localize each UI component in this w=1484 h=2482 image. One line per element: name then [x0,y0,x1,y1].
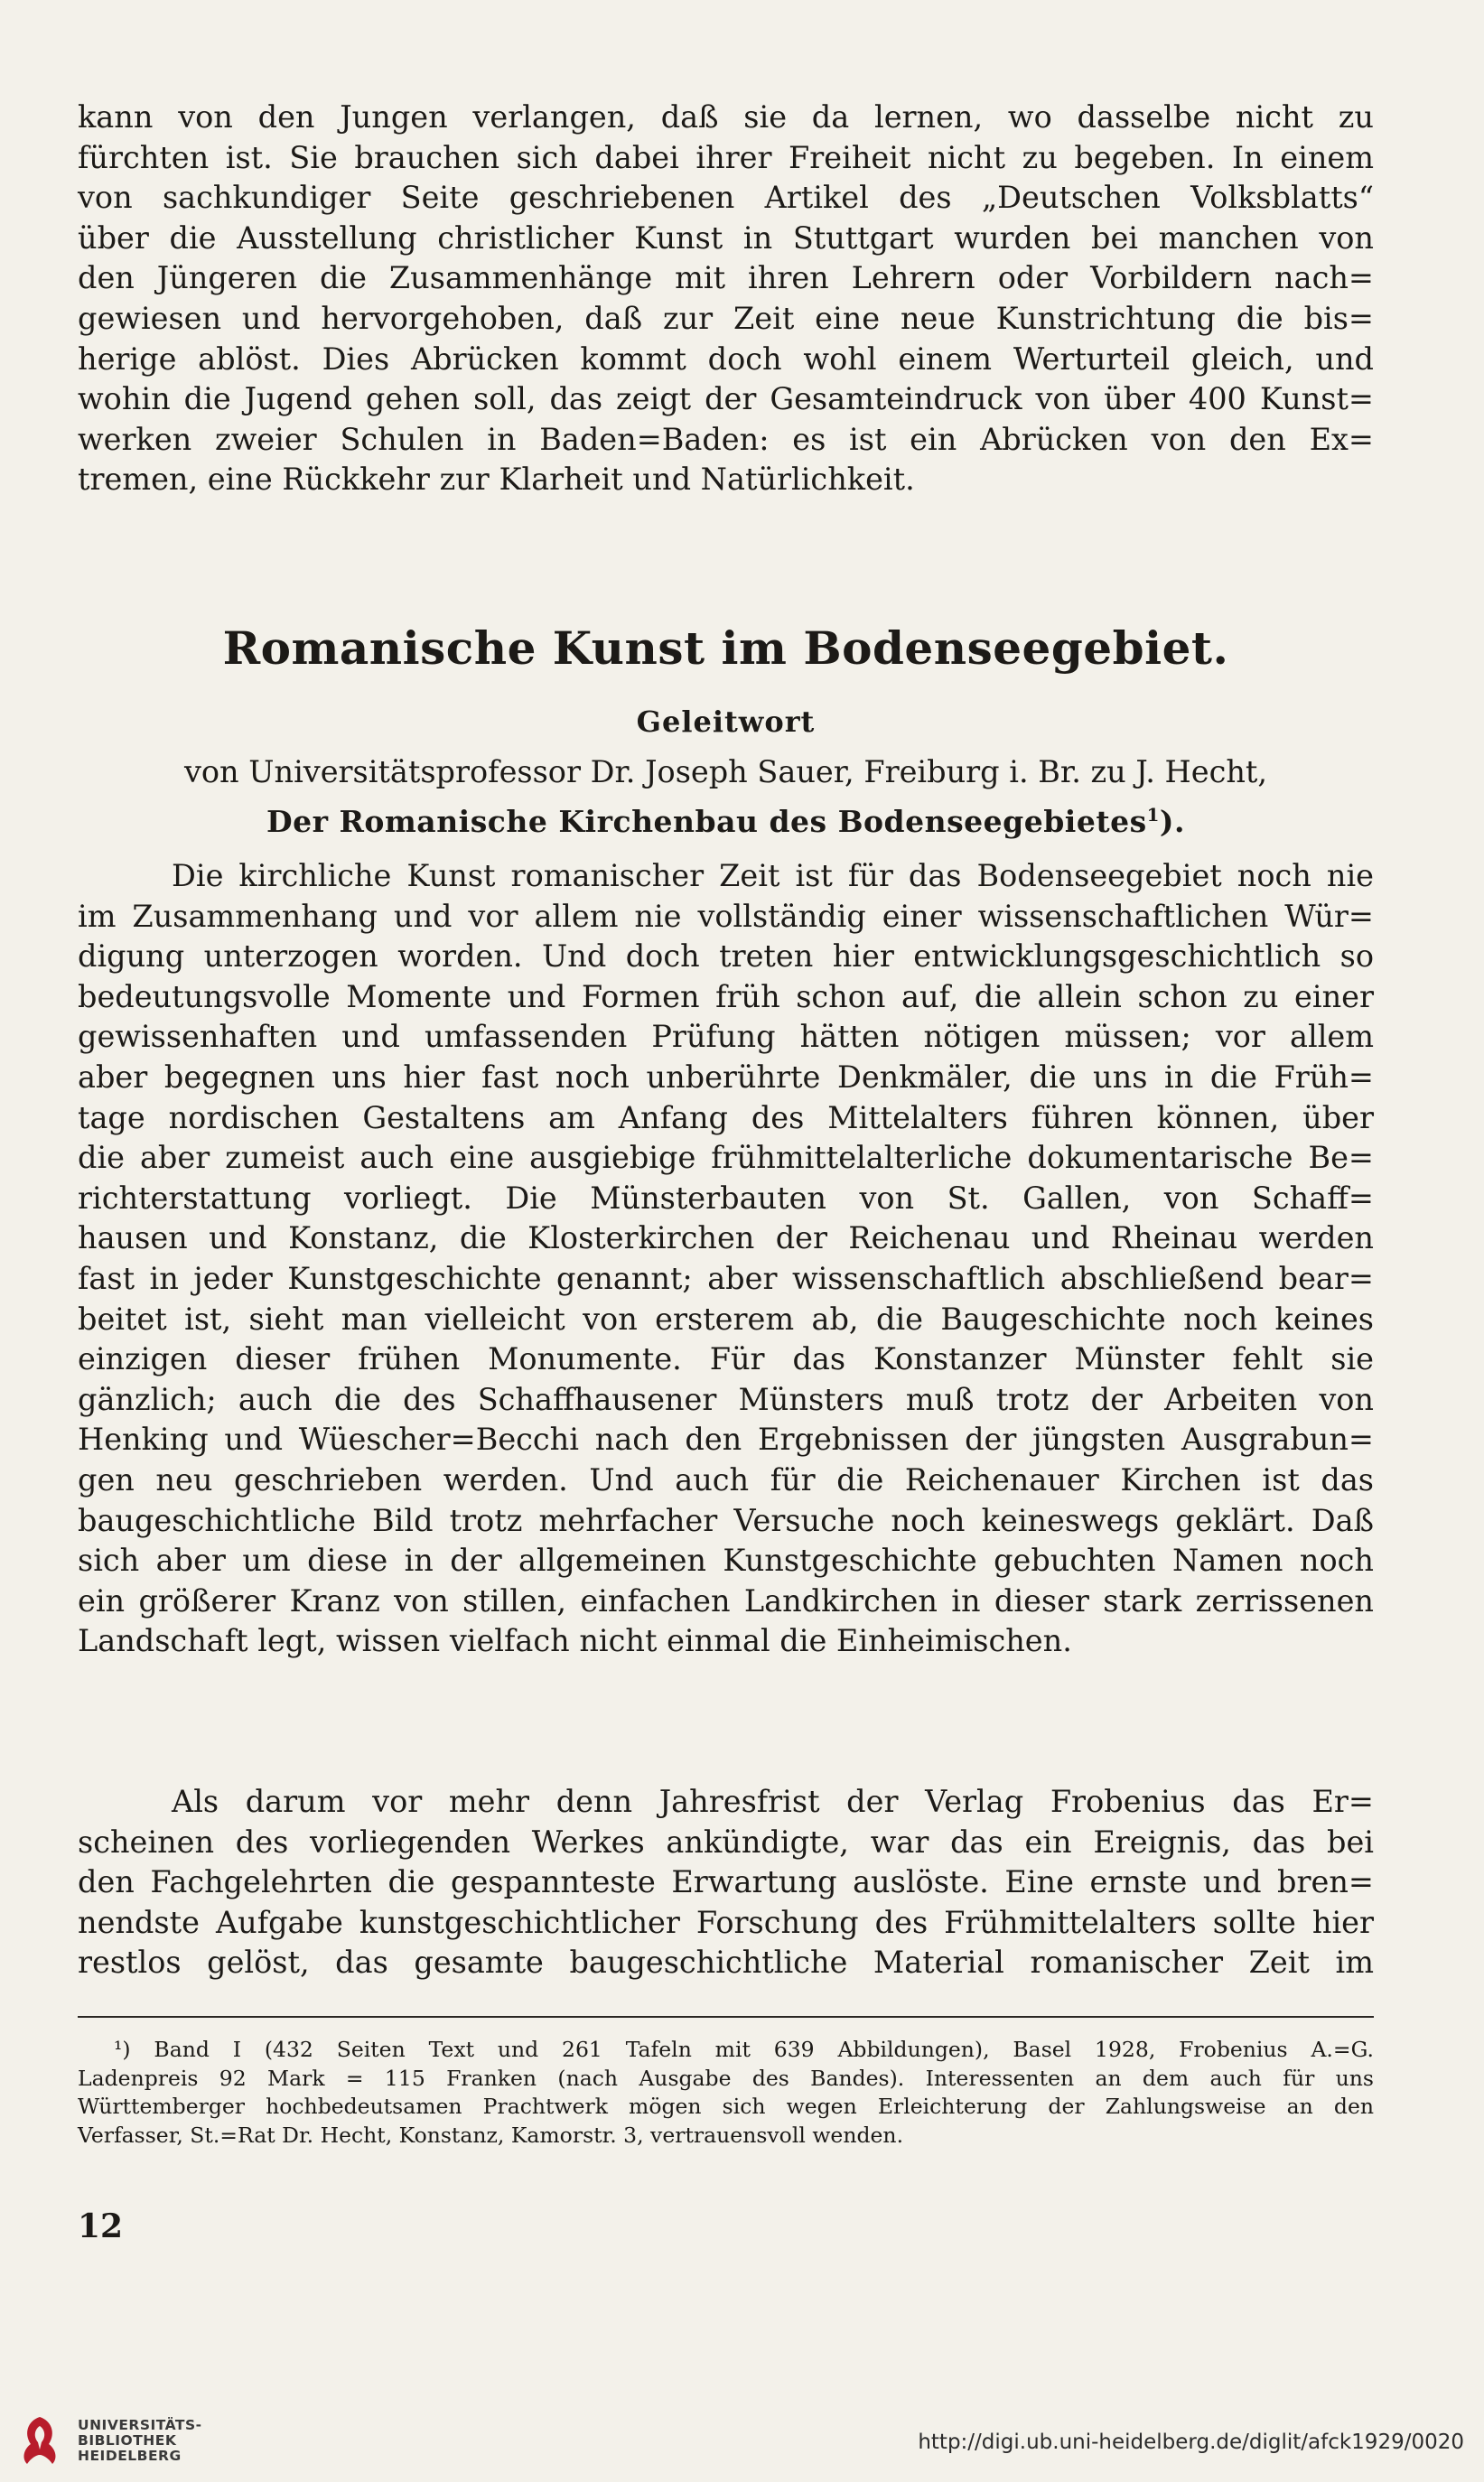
text-line: gen neu geschrieben werden. Und auch für die Reichenauer Kirchen ist das [78,1461,1374,1498]
text-line: über die Ausstellung christlicher Kunst in Stuttgart wurden bei manchen von [78,219,1374,256]
library-name [78,2418,202,2464]
text-line: die aber zumeist auch eine ausgiebige frühmittelalterliche dokumentarische Be= [78,1140,1374,1176]
page-number: 12 [78,2207,124,2245]
text-line: werken zweier Schulen in Baden=Baden: es ist ein Abrücken von den Ex= [78,421,1374,457]
text-line: den Jüngeren die Zusammenhänge mit ihren Lehrern oder Vorbildern nach= [78,260,1374,296]
footnote [78,2036,1374,2150]
text-line: wohin die Jugend gehen soll, das zeigt der Gesamteindruck von über 400 Kunst= [78,381,1374,417]
text-line: gewissenhaften und umfassenden Prüfung hätten nötigen müssen; vor allem [78,1019,1374,1055]
body-paragraph-1 [78,856,1374,1662]
source-url-link[interactable]: http://digi.ub.uni-heidelberg.de/diglit/afck1929/0020 [918,2431,1464,2454]
article-heading: Romanische Kunst im Bodenseegebiet. [222,621,1229,675]
text-line: fast in jeder Kunstgeschichte genannt; aber wissenschaftlich abschließend bear= [78,1260,1374,1296]
text-line: Als darum vor mehr denn Jahresfrist der Verlag Frobenius das Er= [172,1784,1374,1819]
text-line: gewiesen und hervorgehoben, daß zur Zeit eine neue Kunstrichtung die bis= [78,300,1374,336]
footnote-divider [78,2016,1374,2018]
text-line: nendste Aufgabe kunstgeschichtlicher Forschung des Frühmittelalters sollte hier [78,1904,1374,1940]
text-line: richterstattung vorliegt. Die Münsterbauten von St. Gallen, von Schaff= [78,1180,1374,1216]
text-line: hausen und Konstanz, die Klosterkirchen der Reichenau und Rheinau werden [78,1220,1374,1256]
intro-paragraph [78,98,1374,500]
book-title-text: Der Romanische Kirchenbau des Bodenseegebietes [266,804,1147,839]
text-line: beitet ist, sieht man vielleicht von ersterem ab, die Baugeschichte noch keines [78,1301,1374,1337]
text-line: ein größerer Kranz von stillen, einfachen Landkirchen in dieser stark zerrissenen [78,1582,1374,1619]
university-library-logo-icon [13,2413,67,2468]
library-name-line: BIBLIOTHEK [78,2432,177,2449]
text-line: gänzlich; auch die des Schaffhausener Münsters muß trotz der Arbeiten von [78,1381,1374,1417]
text-line: einzigen dieser frühen Monumente. Für das Konstanzer Münster fehlt sie [78,1341,1374,1377]
library-name-line: UNIVERSITÄTS- [78,2417,202,2433]
text-line: den Fachgelehrten die gespannteste Erwartung auslöste. Eine ernste und bren= [78,1864,1374,1900]
text-line: Die kirchliche Kunst romanischer Zeit ist für das Bodenseegebiet noch nie [172,858,1374,893]
text-line: restlos gelöst, das gesamte baugeschichtliche Material romanischer Zeit im [78,1945,1374,1981]
footnote-marker: 1 [1146,804,1160,826]
text-line: Landschaft legt, wissen vielfach nicht einmal die Einheimischen. [78,1623,1072,1659]
text-line: kann von den Jungen verlangen, daß sie da lernen, wo dasselbe nicht zu [78,99,1374,135]
text-line: tremen, eine Rückkehr zur Klarheit und Natürlichkeit. [78,462,915,498]
text-line: Verfasser, St.=Rat Dr. Hecht, Konstanz, Kamorstr. 3, vertrauensvoll wenden. [78,2122,904,2148]
text-line: digung unterzogen worden. Und doch treten hier entwicklungsgeschichtlich so [78,938,1374,975]
book-title [78,804,1374,839]
text-line: Ladenpreis 92 Mark = 115 Franken (nach Ausgabe des Bandes). Interessenten an dem auch für uns [78,2065,1374,2091]
article-byline: von Universitätsprofessor Dr. Joseph Sauer, Freiburg i. Br. zu J. Hecht, [183,754,1268,789]
text-line: fürchten ist. Sie brauchen sich dabei ihrer Freiheit nicht zu begeben. In einem [78,139,1374,175]
text-line: von sachkundiger Seite geschriebenen Artikel des „Deutschen Volksblatts“ [78,180,1374,216]
text-line: aber begegnen uns hier fast noch unberührte Denkmäler, die uns in die Früh= [78,1059,1374,1095]
text-line: scheinen des vorliegenden Werkes ankündigte, war das ein Ereignis, das bei [78,1824,1374,1860]
article-subheading: Geleitwort [636,704,816,739]
text-line: Württemberger hochbedeutsamen Prachtwerk mögen sich wegen Erleichterung der Zahlungsweise an den [78,2094,1374,2119]
text-line: Henking und Wüescher=Becchi nach den Ergebnissen der jüngsten Ausgrabun= [78,1422,1374,1458]
text-line: tage nordischen Gestaltens am Anfang des Mittelalters führen können, über [78,1099,1374,1135]
text-line: bedeutungsvolle Momente und Formen früh schon auf, die allein schon zu einer [78,978,1374,1014]
text-line: ¹) Band I (432 Seiten Text und 261 Tafeln mit 639 Abbildungen), Basel 1928, Frobenius A.=G. [114,2037,1374,2062]
text-line: sich aber um diese in der allgemeinen Kunstgeschichte gebuchten Namen noch [78,1543,1374,1579]
text-line: im Zusammenhang und vor allem nie vollständig einer wissenschaftlichen Wür= [78,898,1374,934]
book-title-tail: ). [1159,804,1186,839]
body-paragraph-2 [78,1782,1374,1983]
library-name-line: HEIDELBERG [78,2448,182,2464]
text-line: herige ablöst. Dies Abrücken kommt doch wohl einem Werturteil gleich, und [78,341,1374,377]
text-line: baugeschichtliche Bild trotz mehrfacher Versuche noch keineswegs geklärt. Daß [78,1502,1374,1538]
